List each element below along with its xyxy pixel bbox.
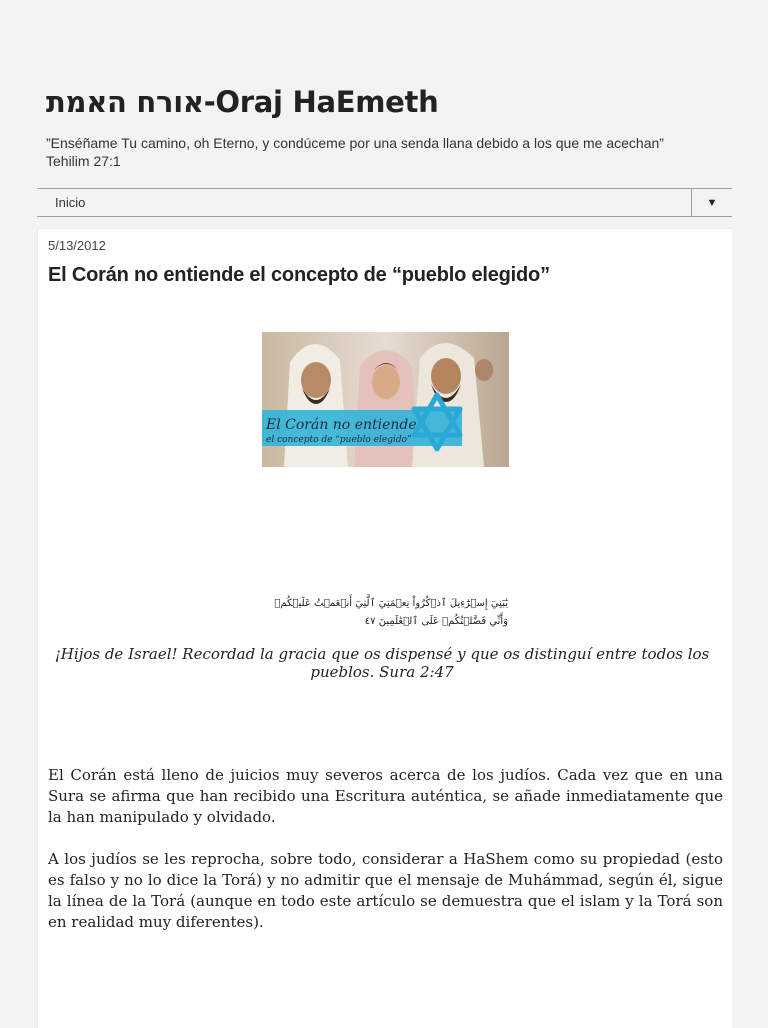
hero-illustration xyxy=(262,332,509,467)
post-title[interactable]: El Corán no entiende el concepto de “pueblo elegido” xyxy=(48,264,550,286)
caret-down-icon: ▼ xyxy=(706,196,718,209)
post-hero-image[interactable] xyxy=(262,332,509,467)
blog-description: ”Enséñame Tu camino, oh Eterno, y condúceme por una senda llana debido a los que me acechan” Tehilim 27:1 xyxy=(46,135,664,169)
blog-title[interactable]: אורח האמת-Oraj HaEmeth xyxy=(46,85,439,119)
arabic-verse: يَٰبَنِيٓ إِسۡرَٰٓءِيلَ ٱذۡكُرُواْ نِعۡمَتِيَ ٱلَّتِيٓ أَنۡعَمۡتُ عَلَيۡكُمۡ وَأَنِّي فَضَّلۡتُكُمۡ عَلَى ٱلۡعَٰلَمِينَ ٤٧ xyxy=(274,598,508,627)
post-paragraph: El Corán está lleno de juicios muy severos acerca de los judíos. Cada vez que en una Sura se afirma que han recibido una Escritura auténtica, se añade inmediatamente que la han manipulado y olvidado. xyxy=(48,766,723,826)
post-container xyxy=(37,228,732,1028)
nav-bar xyxy=(37,188,732,217)
post-paragraph: A los judíos se les reprocha, sobre todo, considerar a HaShem como su propiedad (esto es falso y no lo dice la Torá) y no admitir que el mensaje de Muhámmad, según él, sigue la línea de la Torá (aunque en todo este artículo se demuestra que el islam y la Torá son en realidad muy diferentes). xyxy=(48,850,723,931)
nav-item-inicio[interactable]: Inicio xyxy=(55,195,86,210)
blog-header xyxy=(0,0,768,170)
post-date: 5/13/2012 xyxy=(48,238,106,253)
post-quote: ¡Hijos de Israel! Recordad la gracia que os dispensé y que os distinguí entre todos los pueblos. Sura 2:47 xyxy=(54,645,710,681)
banner-line-1: El Corán no entiende xyxy=(266,417,417,433)
banner-line-2: el concepto de “pueblo elegido” xyxy=(266,435,412,445)
nav-dropdown-button[interactable] xyxy=(691,189,732,216)
